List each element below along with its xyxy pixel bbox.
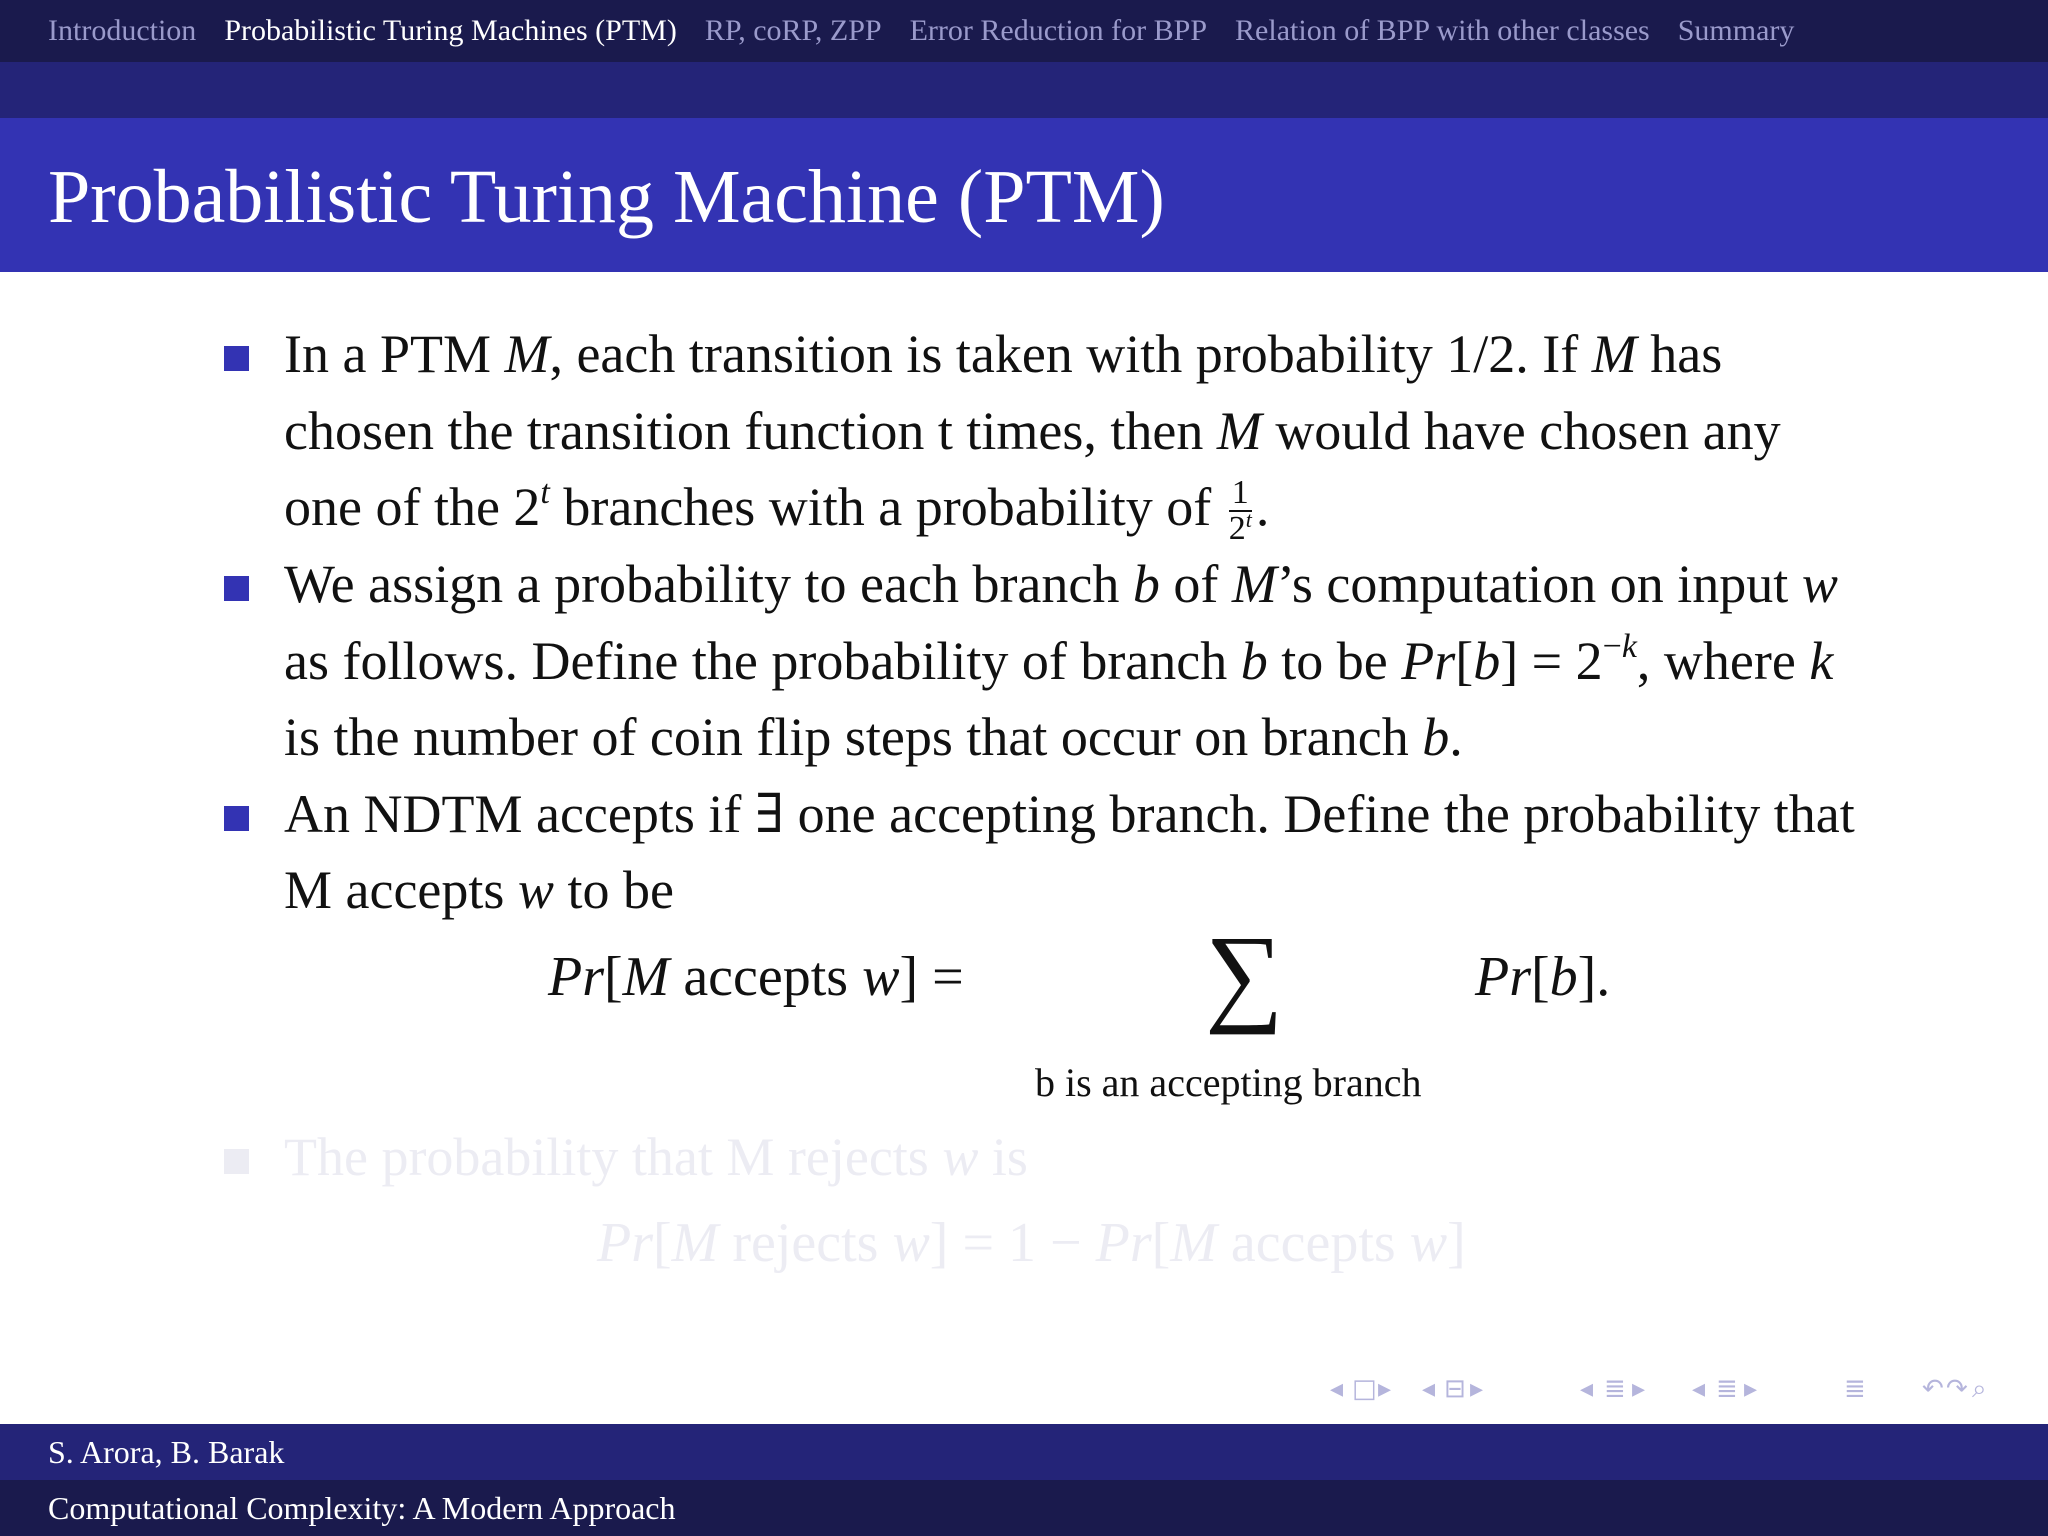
nav-search-icon[interactable]: ⌕ xyxy=(1972,1374,1987,1404)
nav-section-rp-corp-zpp[interactable]: RP, coRP, ZPP xyxy=(704,14,882,47)
nav-section-ptm[interactable]: Probabilistic Turing Machines (PTM) xyxy=(224,14,677,47)
nav-section-relation-bpp[interactable]: Relation of BPP with other classes xyxy=(1235,14,1650,47)
bullet-item-4-faded xyxy=(220,1119,1860,1196)
bullet-item-2 xyxy=(220,546,1860,776)
nav-next-frame-icon[interactable]: ▸ xyxy=(1378,1374,1392,1404)
nav-section-introduction[interactable]: Introduction xyxy=(48,14,197,47)
footer-authors: S. Arora, B. Barak xyxy=(48,1434,285,1470)
bullet-3-text: An NDTM accepts if ∃ one accepting branch. Define the probability that M accepts w to be xyxy=(284,783,1855,920)
bullet-square-icon xyxy=(224,806,249,831)
nav-prev-frame-icon[interactable]: ◂ xyxy=(1330,1374,1344,1404)
fraction-1-over-2t: $\frac{1}{2^t}$ xyxy=(1228,474,1252,547)
reject-probability-equation xyxy=(220,1195,1860,1295)
nav-subsection-icon[interactable]: ⊟ xyxy=(1444,1374,1466,1404)
nav-prev-doc-icon[interactable]: ◂ xyxy=(1692,1374,1706,1404)
nav-back-icon[interactable]: ↶ xyxy=(1922,1374,1944,1404)
nav-section-icon[interactable]: ≣ xyxy=(1604,1374,1626,1404)
slide-title: Probabilistic Turing Machine (PTM) xyxy=(48,155,1165,239)
summation-subscript: b is an accepting branch xyxy=(1035,1059,1422,1105)
nav-section-error-reduction[interactable]: Error Reduction for BPP xyxy=(909,14,1208,47)
nav-next-doc-icon[interactable]: ▸ xyxy=(1744,1374,1758,1404)
nav-document-icon[interactable]: ≣ xyxy=(1716,1374,1738,1404)
nav-frame-icon[interactable]: □ xyxy=(1352,1374,1377,1404)
accept-probability-equation xyxy=(220,912,1860,1119)
nav-appendix-icon[interactable]: ≣ xyxy=(1844,1374,1866,1404)
nav-prev-subsection-icon[interactable]: ◂ xyxy=(1422,1374,1436,1404)
bullet-square-icon xyxy=(224,1149,249,1174)
footer-title-bar xyxy=(0,1480,2048,1536)
section-navbar xyxy=(0,0,2048,62)
bullet-4-text: The probability that M rejects w is xyxy=(284,1126,1028,1187)
nav-section-summary[interactable]: Summary xyxy=(1677,14,1795,47)
bullet-square-icon xyxy=(224,346,249,371)
reject-equation-expression: Pr[M rejects w] = 1 − Pr[M accepts w] xyxy=(597,1212,1466,1274)
footer-authors-bar xyxy=(0,1424,2048,1480)
beamer-navigation-symbols xyxy=(1330,1374,2030,1414)
bullet-2-text: We assign a probability to each branch b of M’s computation on input w as follows. Define the probability of branch b to be $Pr[b] = 2^{-k}$, where k is the number of coin flip steps that occur on branch b. xyxy=(284,554,1838,767)
nav-next-subsection-icon[interactable]: ▸ xyxy=(1470,1374,1484,1404)
slide-content xyxy=(220,316,1860,1295)
nav-prev-section-icon[interactable]: ◂ xyxy=(1580,1374,1594,1404)
bullet-item-1 xyxy=(220,316,1860,546)
nav-forward-icon[interactable]: ↷ xyxy=(1946,1374,1968,1404)
frame-title-bar xyxy=(0,118,2048,272)
bullet-square-icon xyxy=(224,576,249,601)
bullet-item-3 xyxy=(220,776,1860,929)
nav-next-section-icon[interactable]: ▸ xyxy=(1632,1374,1646,1404)
equation-rhs: Pr[b]. xyxy=(1475,945,1611,1008)
summation-icon: ∑ xyxy=(1205,912,1284,1035)
equation-lhs: Pr[M accepts w] = xyxy=(548,945,964,1008)
subsection-bar xyxy=(0,62,2048,118)
bullet-1-text: In a PTM M, each transition is taken with probability 1/2. If M has chosen the transition function t times, then M would have chosen any one of the 2$^t$ branches with a probability of $\frac{1}{2^t}$ . xyxy=(284,324,1781,547)
footer-book-title: Computational Complexity: A Modern Approach xyxy=(48,1490,676,1526)
